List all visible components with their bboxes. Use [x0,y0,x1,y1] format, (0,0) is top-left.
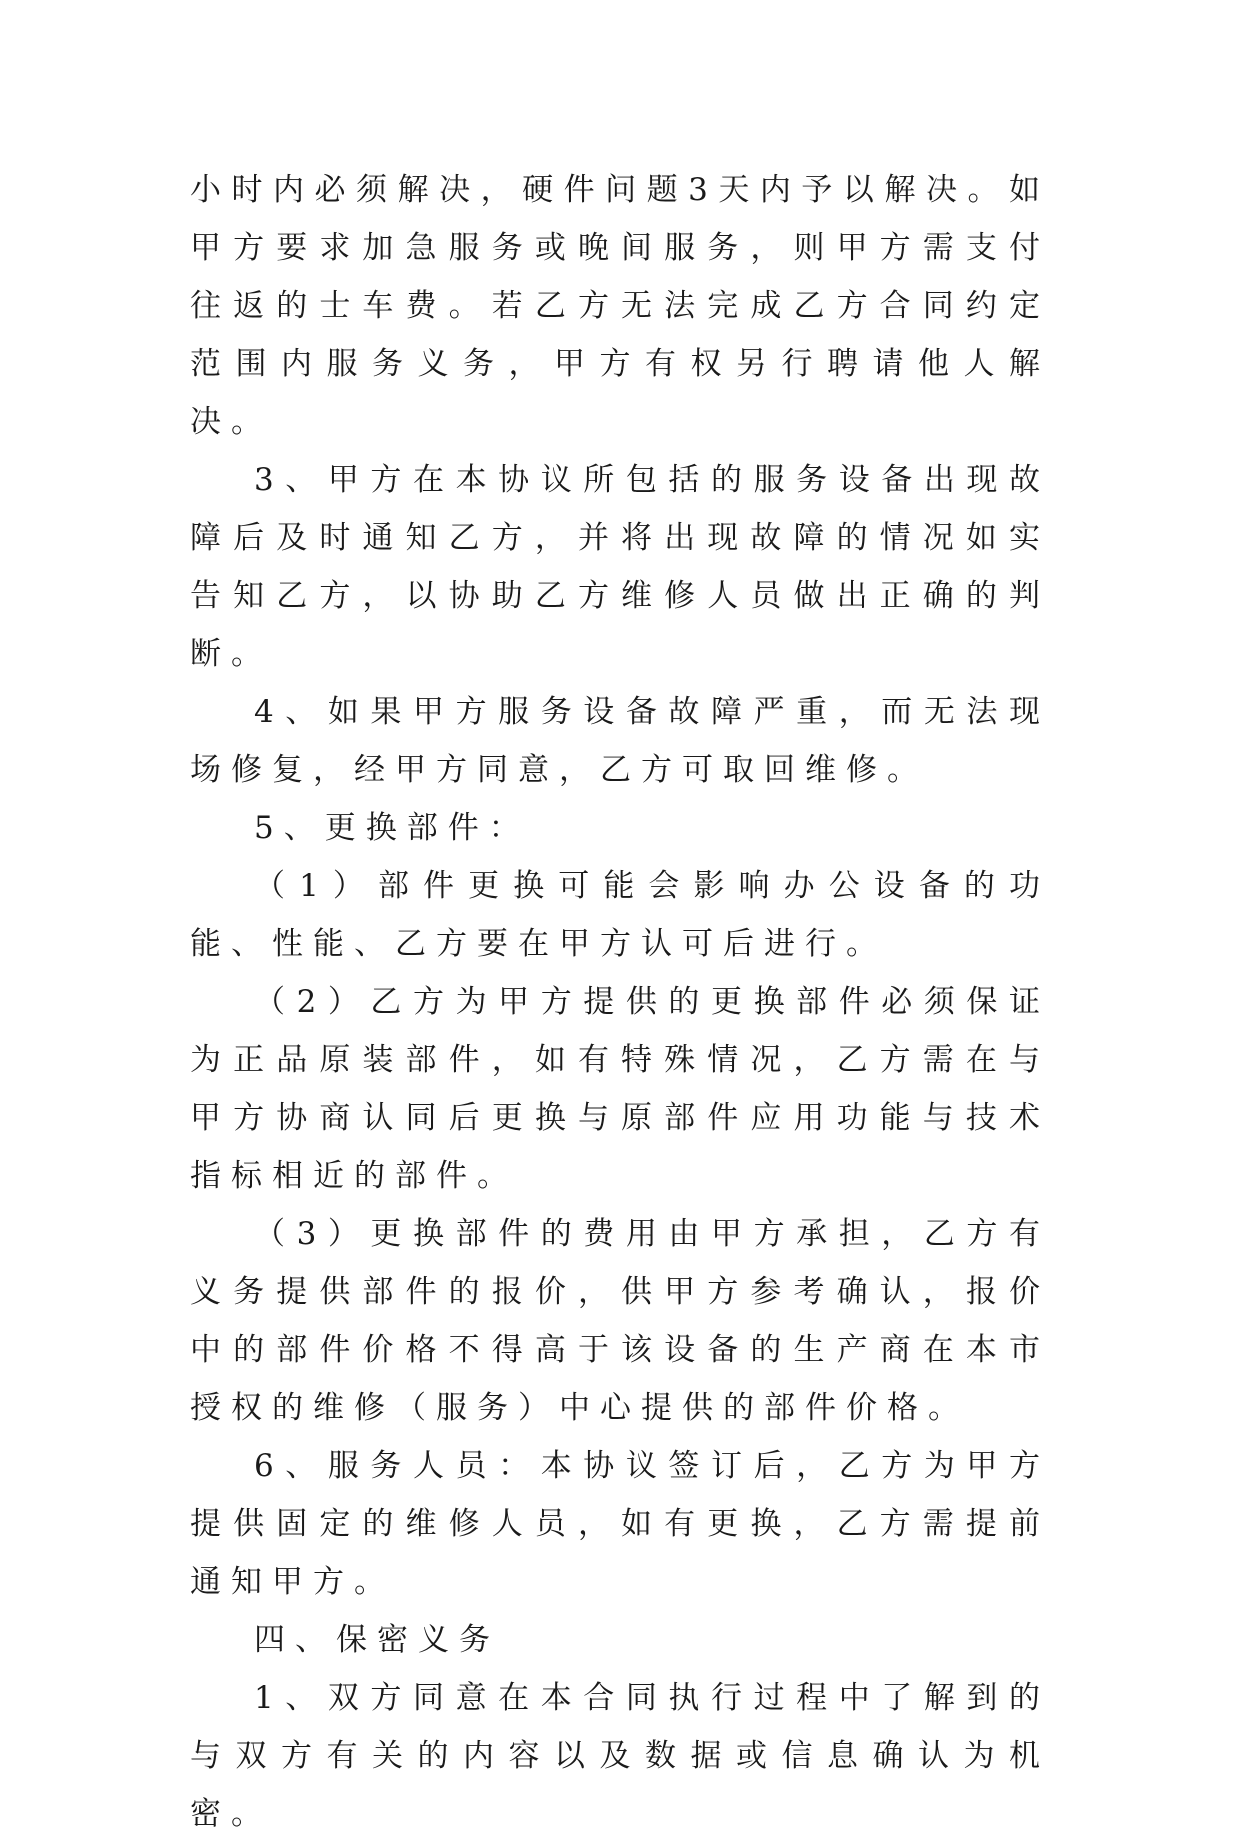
section-heading-confidentiality: 四、保密义务 [254,1622,500,1658]
paragraph-item-4: 4、如果甲方服务设备故障严重，而无法现场修复，经甲方同意，乙方可取回维修。 [190,694,1050,788]
paragraph-continuation: 小时内必须解决，硬件问题3天内予以解决。如甲方要求加急服务或晚间服务，则甲方需支付往返的士车费。若乙方无法完成乙方合同约定范围内服务义务，甲方有权另行聘请他人解决。 [190,172,1050,440]
paragraph-item-5-heading: 5、更换部件： [254,810,530,846]
paragraph-item-5-1: （1）部件更换可能会影响办公设备的功能、性能、乙方要在甲方认可后进行。 [190,868,1050,962]
paragraph-item-6: 6、服务人员：本协议签订后，乙方为甲方提供固定的维修人员，如有更换，乙方需提前通知甲方。 [190,1448,1050,1600]
paragraph-item-3: 3、甲方在本协议所包括的服务设备出现故障后及时通知乙方，并将出现故障的情况如实告知乙方，以协助乙方维修人员做出正确的判断。 [190,462,1050,672]
document-page [190,161,1050,1843]
paragraph-confidentiality-1: 1、双方同意在本合同执行过程中了解到的与双方有关的内容以及数据或信息确认为机密。 [190,1680,1050,1832]
paragraph-item-5-3: （3）更换部件的费用由甲方承担，乙方有义务提供部件的报价，供甲方参考确认，报价中的部件价格不得高于该设备的生产商在本市授权的维修（服务）中心提供的部件价格。 [190,1216,1050,1426]
paragraph-item-5-2: （2）乙方为甲方提供的更换部件必须保证为正品原装部件，如有特殊情况，乙方需在与甲方协商认同后更换与原部件应用功能与技术指标相近的部件。 [190,984,1050,1194]
